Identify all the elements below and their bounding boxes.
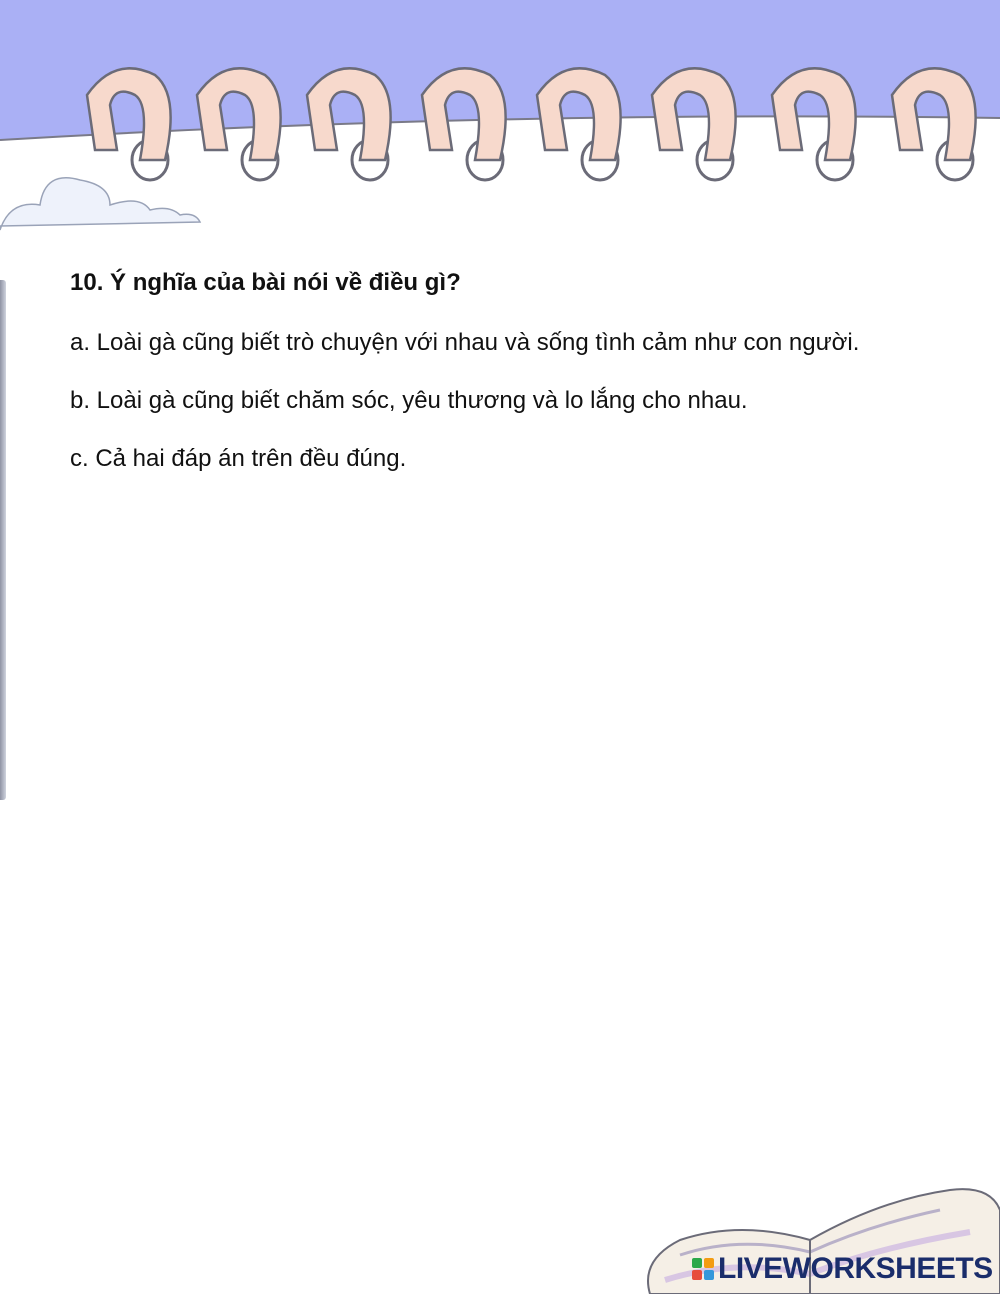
liveworksheets-logo-icon <box>692 1258 714 1280</box>
worksheet-content <box>70 266 970 500</box>
page-left-edge <box>0 280 6 800</box>
answer-option-a[interactable]: a. Loài gà cũng biết trò chuyện với nhau và sống tình cảm như con người. <box>70 329 860 356</box>
notebook-spiral-header <box>0 0 1000 240</box>
brand-name: LIVEWORKSHEETS <box>718 1252 993 1285</box>
answer-option-b[interactable]: b. Loài gà cũng biết chăm sóc, yêu thương và lo lắng cho nhau. <box>70 387 748 414</box>
answer-option-c[interactable]: c. Cả hai đáp án trên đều đúng. <box>70 445 407 472</box>
question-title: 10. Ý nghĩa của bài nói về điều gì? <box>70 269 461 296</box>
liveworksheets-brand <box>692 1252 993 1286</box>
